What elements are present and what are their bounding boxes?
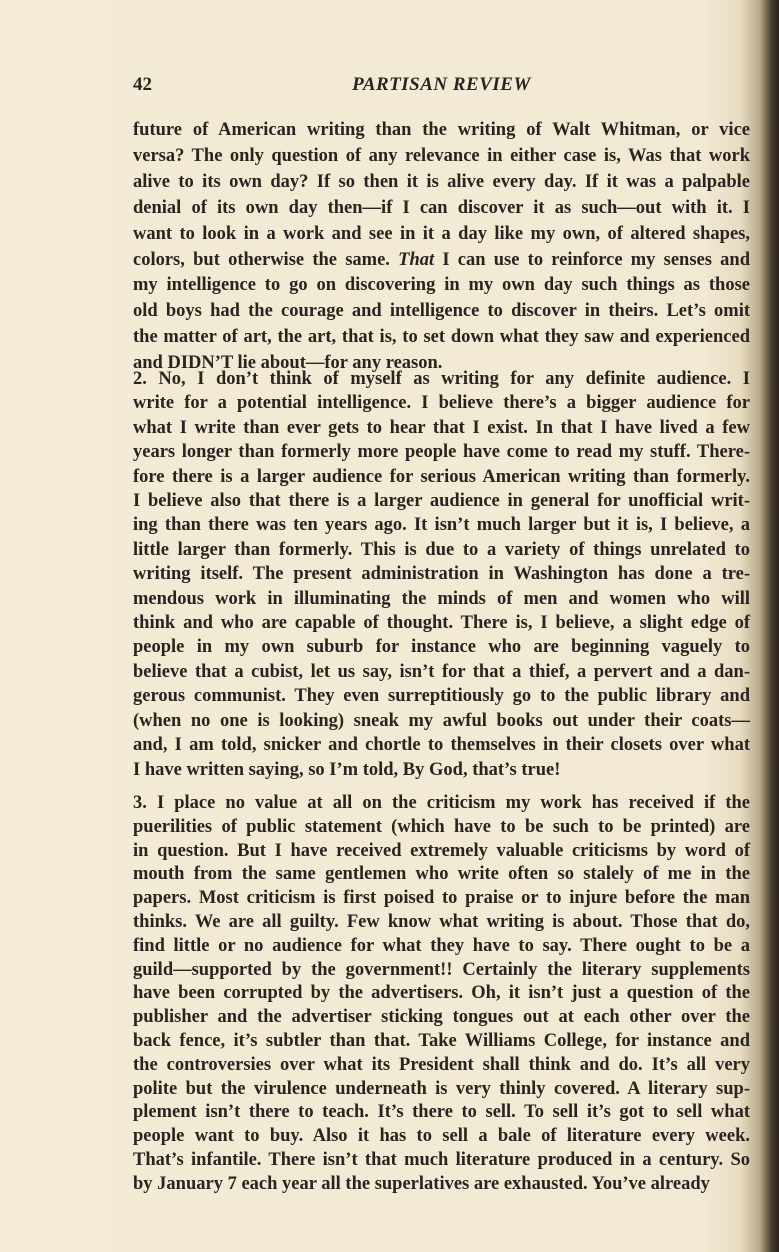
page-number: 42 [133,74,152,95]
paragraph-2-answer [133,367,750,782]
text-line: mendous work in illuminating the minds of men and women who will [133,588,750,609]
text-line: papers. Most criticism is first poised to praise or to injure before the man [133,888,750,909]
text-line: denial of its own day then—if I can discover it as such—out with it. I [133,197,750,218]
paragraph-3-answer [133,792,750,1197]
text-line: what I write than ever gets to hear that I exist. In that I have lived a few [133,417,750,438]
text-line: future of American writing than the writing of Walt Whitman, or vice [133,120,750,140]
text-line: mouth from the same gentlemen who write often so stalely of me in the [133,864,750,885]
text-line: believe that a cubist, let us say, isn’t for that a thief, a pervert and a dan- [133,661,750,682]
text-line: in question. But I have received extremely valuable criticisms by word of [133,840,750,861]
text-line: writing itself. The present administration in Washington has done a tre- [133,564,750,585]
paragraph-1 [133,118,750,377]
text-line: 3. I place no value at all on the criticism my work has received if the [133,793,750,813]
text-line: versa? The only question of any relevance in either case is, Was that work [133,145,750,166]
text-line: by January 7 each year all the superlatives are exhausted. You’ve already [133,1173,710,1194]
text-line: old boys had the courage and intelligence to discover in theirs. Let’s omit [133,301,750,322]
page-header [133,74,750,100]
text-line: find little or no audience for what they have to say. There ought to be a [133,935,750,956]
text-line: want to look in a work and see in it a day like my own, of altered shapes, [133,223,750,244]
text-line: plement isn’t there to teach. It’s there to sell. To sell it’s got to sell what [133,1102,750,1123]
text-line: and DIDN’T lie about—for any reason. [133,353,443,374]
text-line: fore there is a larger audience for serious American writing than formerly. [133,466,750,487]
text-line: puerilities of public statement (which have to be such to be printed) are [133,816,750,837]
text-line: have been corrupted by the advertisers. Oh, it isn’t just a question of the [133,983,750,1004]
text-line: That’s infantile. There isn’t that much literature produced in a century. So [133,1149,750,1170]
text-line: alive to its own day? If so then it is alive every day. If it was a palpable [133,171,750,192]
text-line: thinks. We are all guilty. Few know what writing is about. Those that do, [133,911,750,932]
text-line: people in my own suburb for instance who are beginning vaguely to [133,637,750,658]
text-line: publisher and the advertiser sticking tongues out at each other over the [133,1007,750,1028]
text-line: people want to buy. Also it has to sell a bale of literature every week. [133,1126,750,1147]
text-line: guild—supported by the government!! Certainly the literary supplements [133,959,750,980]
text-line: the matter of art, the art, that is, to set down what they saw and experienced [133,327,750,348]
text-line: I have written saying, so I’m told, By God, that’s true! [133,759,561,780]
text-segment: I can use to reinforce my senses and [434,249,750,270]
text-line: and, I am told, snicker and chortle to themselves in their closets over what [133,735,750,756]
text-line: my intelligence to go on discovering in my own day such things as those [133,275,750,296]
text-line: back fence, it’s subtler than that. Take Williams College, for instance and [133,1030,750,1051]
text-line: (when no one is looking) sneak my awful books out under their coats— [133,710,750,731]
text-line: think and who are capable of thought. There is, I believe, a slight edge of [133,613,750,634]
text-line: write for a potential intelligence. I believe there’s a bigger audience for [133,393,750,414]
text-line: the controversies over what its President shall think and do. It’s all very [133,1054,750,1075]
text-line: ing than there was ten years ago. It isn’t much larger but it is, I believe, a [133,515,750,536]
text-line: little larger than formerly. This is due to a variety of things unrelated to [133,539,750,560]
text-segment: colors, but otherwise the same. [133,249,399,270]
italic-emphasis: That [398,249,435,270]
text-line [133,248,750,274]
text-line: gerous communist. They even surreptitiously go to the public library and [133,686,750,707]
running-head: PARTISAN REVIEW [352,74,531,95]
text-line: I believe also that there is a larger audience in general for unofficial writ- [133,491,750,512]
text-line: 2. No, I don’t think of myself as writing for any definite audience. I [133,369,750,389]
text-line: polite but the virulence underneath is very thinly covered. A literary sup- [133,1078,750,1099]
text-line: years longer than formerly more people have come to read my stuff. There- [133,442,750,463]
